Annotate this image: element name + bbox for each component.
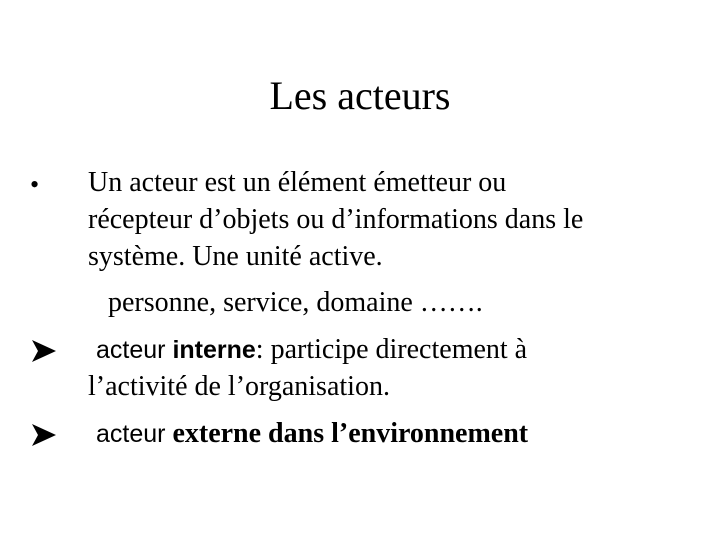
internal-prefix: acteur xyxy=(96,336,173,364)
definition-line-2: récepteur d’objets ou d’informations dans le xyxy=(88,204,584,235)
examples-line: personne, service, domaine ……. xyxy=(108,287,483,318)
bullet-dot: • xyxy=(30,170,40,199)
arrowhead-bullet-icon xyxy=(30,334,60,368)
external-keyword: externe dans l’environnement xyxy=(172,418,529,449)
internal-actor-line xyxy=(96,333,527,367)
external-actor-line xyxy=(96,417,528,451)
internal-keyword: interne xyxy=(172,336,256,364)
slide-title: Les acteurs xyxy=(269,73,451,118)
external-prefix: acteur xyxy=(96,420,173,448)
definition-line-1: Un acteur est un élément émetteur ou xyxy=(88,167,507,198)
internal-description: : participe directement à xyxy=(255,334,528,365)
arrowhead-bullet-icon xyxy=(30,418,60,452)
internal-continuation: l’activité de l’organisation. xyxy=(88,371,390,402)
definition-line-3: système. Une unité active. xyxy=(88,241,383,272)
